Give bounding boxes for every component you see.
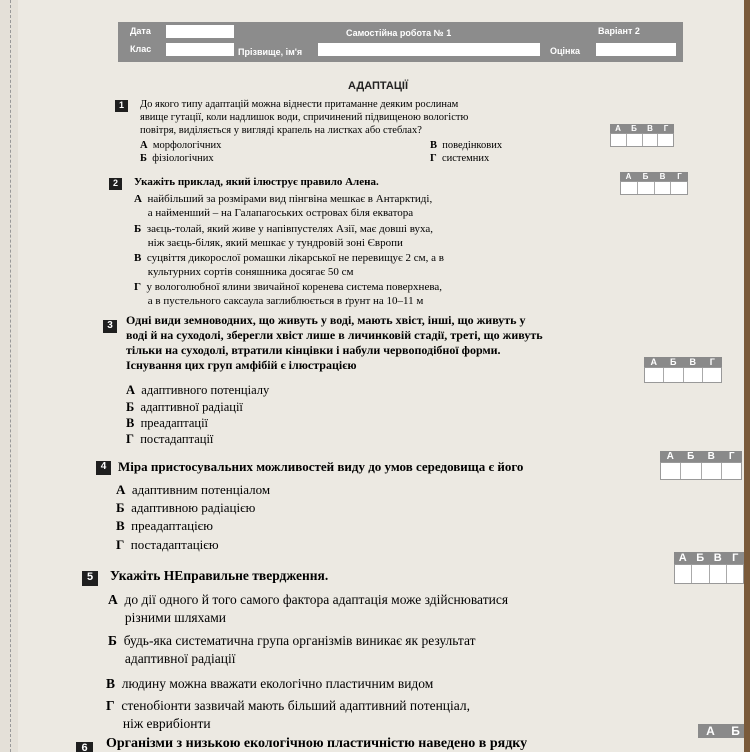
question-number: 5: [82, 571, 98, 586]
answer-grid-1[interactable]: А Б В Г: [610, 124, 674, 147]
option[interactable]: Б адаптивною радіацією: [116, 500, 256, 515]
binding-line: [0, 0, 11, 752]
grade-field[interactable]: [596, 43, 676, 56]
question-line: повітря, виділяється у вигляді крапель на листках або стеблах?: [140, 125, 422, 137]
question-number: 3: [103, 320, 117, 333]
option[interactable]: Г системних: [430, 153, 490, 164]
option[interactable]: А адаптивним потенціалом: [116, 482, 271, 497]
option[interactable]: В людину можна вважати екологічно пластичним видом: [106, 676, 434, 691]
header-table: [118, 22, 683, 62]
option[interactable]: В поведінкових: [430, 140, 503, 151]
answer-grid-2[interactable]: А Б В Г: [620, 172, 688, 195]
date-field[interactable]: [166, 25, 234, 38]
option[interactable]: Б адаптивної радіації: [126, 400, 243, 414]
question-4-text: Міра пристосувальних можливостей виду до умов середовища є його: [118, 459, 524, 474]
option[interactable]: Г стенобіонти зазвичай мають більший адаптивний потенціал, ніж еврибіонти: [106, 698, 471, 732]
variant-label: Варіант 2: [598, 26, 640, 36]
name-label: Прізвище, ім'я: [238, 47, 303, 57]
question-number: 4: [96, 461, 111, 475]
option[interactable]: А до дії одного й того самого фактора адаптація може здійснюватися різними шляхами: [108, 592, 509, 626]
class-label: Клас: [130, 44, 152, 54]
question-number: 6: [76, 742, 93, 752]
option[interactable]: Б будь-яка систематична група організмів виникає як результат адаптивної радіації: [108, 633, 476, 667]
option[interactable]: В преадаптації: [126, 416, 209, 430]
option[interactable]: В преадаптацією: [116, 518, 213, 533]
answer-grid-4[interactable]: А Б В Г: [660, 451, 742, 480]
question-6-text: Організми з низькою екологічною пластичністю наведено в рядку: [106, 736, 528, 751]
option[interactable]: В суцвіття дикорослої ромашки лікарської не перевищує 2 см, а в культурних сортів соняшника досягає 50 см: [134, 252, 444, 279]
work-title: Самостійна робота № 1: [346, 28, 452, 38]
option[interactable]: Б фізіологічних: [140, 153, 214, 164]
question-3-text: [126, 313, 543, 373]
date-label: Дата: [130, 26, 151, 36]
question-2-text: Укажіть приклад, який ілюструє правило Алена.: [134, 176, 379, 188]
option[interactable]: Г постадаптацією: [116, 537, 219, 552]
answer-grid-5[interactable]: А Б В Г: [674, 552, 744, 584]
option[interactable]: Г у вологолюбної ялини звичайної коренева система поверхнева, а в пустельного саксаула заглиблюється в ґрунт на 10–11 м: [134, 281, 443, 308]
question-1-text: [140, 98, 468, 137]
question-number: 2: [109, 178, 122, 190]
option[interactable]: А морфологічних: [140, 140, 222, 151]
question-line: тільки на суходолі, втратили кінцівки і набули червоподібної форми.: [126, 343, 501, 357]
question-line: До якого типу адаптацій можна віднести притаманне деяким рослинам: [140, 99, 459, 110]
worksheet-page: [18, 0, 744, 752]
page-title: АДАПТАЦІЇ: [348, 80, 408, 92]
question-5-text: Укажіть НЕправильне твердження.: [110, 568, 329, 583]
question-line: Одні види земноводних, що живуть у воді, мають хвіст, інші, що живуть у: [126, 313, 526, 327]
name-field[interactable]: [318, 43, 540, 56]
answer-grid-3[interactable]: А Б В Г: [644, 357, 722, 383]
grade-label: Оцінка: [550, 46, 580, 56]
option[interactable]: Г постадаптації: [126, 432, 214, 446]
option[interactable]: А адаптивного потенціалу: [126, 383, 270, 397]
question-line: явище гутації, коли надлишок води, спричинений підвищеною вологістю: [140, 112, 469, 124]
question-line: Існування цих груп амфібій є ілюстрацією: [126, 358, 357, 372]
option[interactable]: Б заєць-толай, який живе у напівпустелях Азії, має довші вуха, ніж заєць-біляк, який мешкає у тундровій зоні Європи: [134, 223, 434, 250]
option[interactable]: А найбільший за розмірами вид пінгвіна мешкає в Антарктиді, а найменший – на Галапагоських островах біля екватора: [134, 193, 433, 220]
question-number: 1: [115, 100, 128, 112]
answer-grid-6[interactable]: А Б: [698, 724, 744, 738]
question-line: воді й на суходолі, зберегли хвіст лише в личинковій стадії, треті, що живуть: [126, 328, 543, 342]
class-field[interactable]: [166, 43, 234, 56]
